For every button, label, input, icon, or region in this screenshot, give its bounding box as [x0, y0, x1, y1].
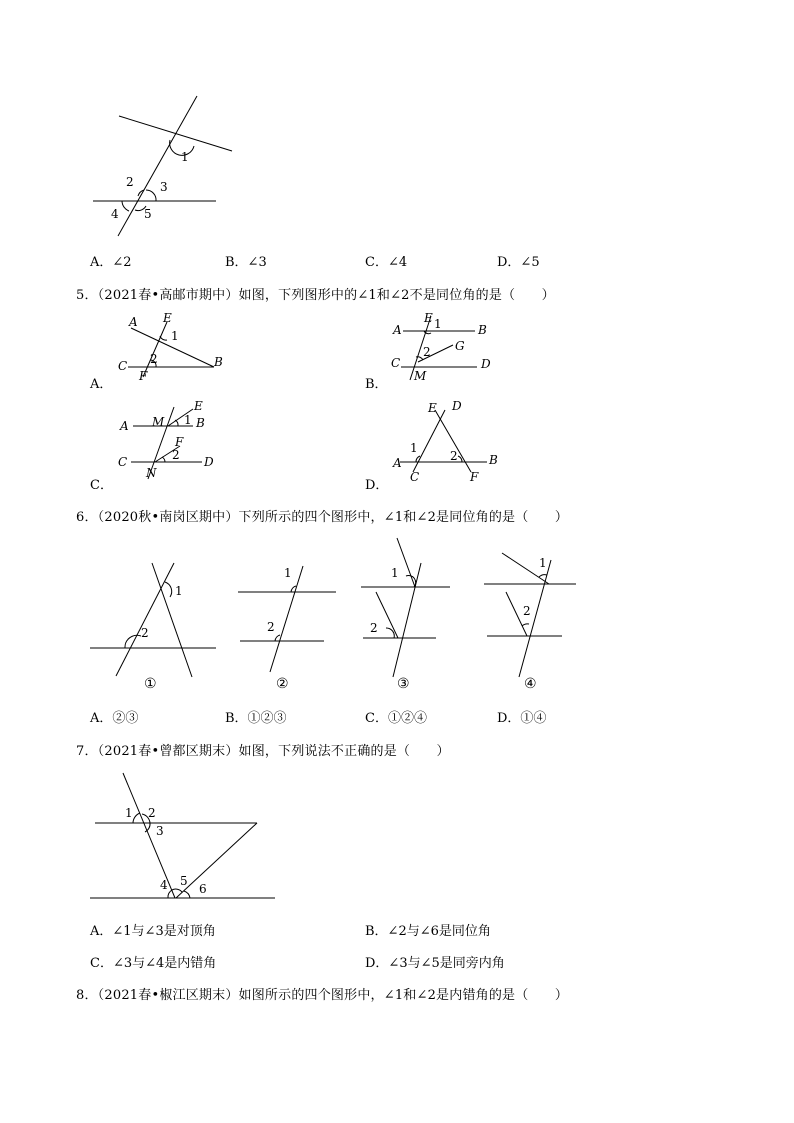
- q7-label-3: 3: [156, 824, 164, 838]
- q5d-label-b: B: [489, 453, 498, 467]
- q8-question-text: 8．（2021春•椒江区期末）如图所示的四个图形中，∠1和∠2是内错角的是（ ）: [76, 988, 569, 1003]
- q5a-label-e: E: [163, 311, 172, 325]
- q6f1-label-1: 1: [175, 584, 183, 598]
- q5c-label-2: 2: [172, 448, 180, 462]
- q5d-label-c: C: [410, 470, 420, 484]
- q5a-label-f: F: [139, 369, 148, 383]
- q6-fig-label-4: ④: [524, 676, 537, 692]
- q7-label-4: 4: [160, 878, 168, 892]
- q7-arc-4: [168, 890, 172, 898]
- q7-label-5: 5: [180, 874, 188, 888]
- q7-arc-1: [133, 813, 140, 823]
- q7-line-right: [176, 823, 257, 898]
- q5a-label-a: A: [129, 315, 138, 329]
- q5-option-b[interactable]: B．: [365, 377, 388, 392]
- q6-option-a[interactable]: A．②③: [90, 711, 139, 726]
- q6f2-label-1: 1: [284, 566, 292, 580]
- q5a-label-2: 2: [150, 352, 158, 366]
- q5-option-a[interactable]: A．: [90, 377, 113, 392]
- q7-option-b[interactable]: B．∠2与∠6是同位角: [365, 924, 491, 939]
- q5-option-d[interactable]: D．: [365, 478, 389, 493]
- q4-label-1: 1: [181, 150, 189, 164]
- q5b-label-m: M: [414, 369, 427, 383]
- q5-question-text: 5．（2021春•高邮市期中）如图，下列图形中的∠1和∠2不是同位角的是（ ）: [76, 288, 555, 303]
- q6-fig-label-1: ①: [144, 676, 157, 692]
- q6-option-b[interactable]: B．①②③: [225, 711, 287, 726]
- q5c-label-1: 1: [184, 413, 192, 427]
- q4-label-3: 3: [160, 180, 168, 194]
- q4-option-a[interactable]: A．∠2: [90, 255, 132, 270]
- q5d-label-1: 1: [410, 441, 418, 455]
- q4-option-b[interactable]: B．∠3: [225, 255, 267, 270]
- q7-label-2: 2: [148, 806, 156, 820]
- q7-arc-5: [172, 889, 182, 892]
- q5b-label-1: 1: [434, 317, 442, 331]
- q4-label-4: 4: [111, 207, 119, 221]
- q7-label-6: 6: [199, 882, 207, 896]
- q7-option-c[interactable]: C．∠3与∠4是内错角: [90, 956, 217, 971]
- q6f3-label-1: 1: [391, 566, 399, 580]
- q5b-label-a: A: [393, 323, 402, 337]
- q5c-label-c: C: [118, 455, 128, 469]
- q5c-label-b: B: [196, 416, 205, 430]
- q4-label-2: 2: [126, 175, 134, 189]
- q5b-label-e: E: [424, 311, 433, 325]
- q6f2-label-2: 2: [267, 620, 275, 634]
- q6f3-label-2: 2: [370, 621, 378, 635]
- q7-question-text: 7．（2021春•曾都区期末）如图，下列说法不正确的是（ ）: [76, 744, 450, 759]
- q4-option-c[interactable]: C．∠4: [365, 255, 408, 270]
- q5c-label-e: E: [194, 399, 203, 413]
- q6-option-c[interactable]: C．①②④: [365, 711, 427, 726]
- q5b-label-g: G: [455, 339, 465, 353]
- q5b-label-c: C: [391, 356, 401, 370]
- q5d-label-d: D: [452, 399, 462, 413]
- q6-fig-label-3: ③: [397, 676, 410, 692]
- q5b-label-2: 2: [423, 345, 431, 359]
- q5d-label-2: 2: [450, 449, 458, 463]
- q5c-label-a: A: [120, 419, 129, 433]
- q6-question-text: 6．（2020秋•南岗区期中）下列所示的四个图形中，∠1和∠2是同位角的是（ ）: [76, 510, 569, 525]
- q5c-label-m: M: [152, 415, 165, 429]
- q7-option-d[interactable]: D．∠3与∠5是同旁内角: [365, 956, 505, 971]
- q5c-label-d: D: [204, 455, 214, 469]
- q5-option-c[interactable]: C．: [90, 478, 113, 493]
- q6-option-d[interactable]: D．①④: [497, 711, 547, 726]
- q6-fig-label-2: ②: [276, 676, 289, 692]
- q7-option-a[interactable]: A．∠1与∠3是对顶角: [90, 924, 216, 939]
- q5d-label-f: F: [470, 470, 479, 484]
- q6f1-label-2: 2: [141, 626, 149, 640]
- q4-option-d[interactable]: D．∠5: [497, 255, 540, 270]
- q5b-label-b: B: [478, 323, 487, 337]
- q4-label-5: 5: [144, 207, 152, 221]
- q5b-label-d: D: [481, 357, 491, 371]
- q6f4-label-1: 1: [539, 556, 547, 570]
- q5a-label-b: B: [214, 355, 223, 369]
- q5a-label-c: C: [118, 359, 128, 373]
- q5d-label-a: A: [393, 456, 402, 470]
- q5c-label-f: F: [175, 435, 184, 449]
- q7-label-1: 1: [125, 806, 133, 820]
- q5a-label-1: 1: [171, 329, 179, 343]
- q5c-label-n: N: [146, 466, 157, 480]
- q7-arc-6: [184, 891, 190, 898]
- q5d-label-e: E: [428, 401, 437, 415]
- q6f4-label-2: 2: [523, 604, 531, 618]
